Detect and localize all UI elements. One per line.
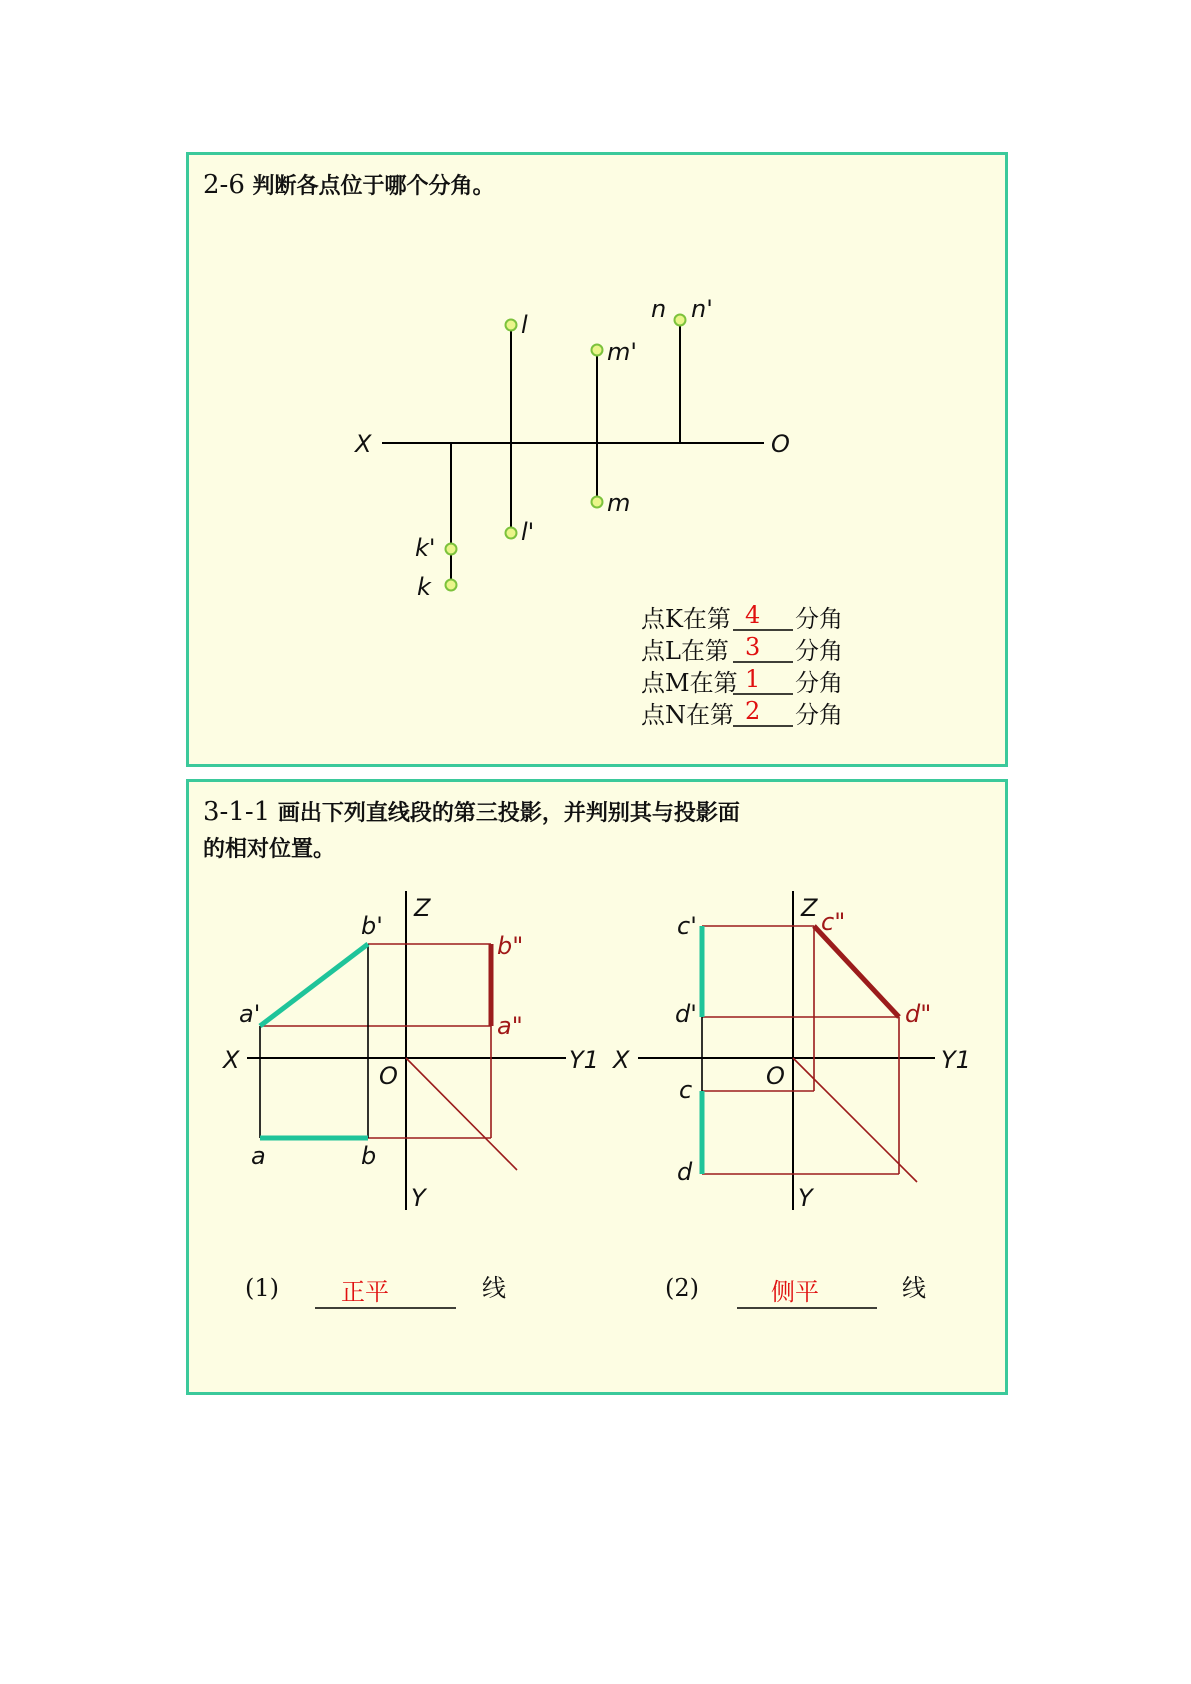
fig2-segment-c-dprime-d-dprime — [814, 926, 899, 1017]
answer-suffix: 分角 — [795, 605, 843, 633]
label-m: m — [607, 489, 631, 517]
caption-suffix: 线 — [902, 1274, 926, 1302]
figure-2-profile-line — [611, 891, 971, 1212]
point-m-prime — [592, 345, 603, 356]
problem-text: 判断各点位于哪个分角。 — [252, 174, 495, 199]
fig2-label-d-dprime: d" — [905, 1000, 932, 1028]
answer-suffix: 分角 — [795, 701, 843, 729]
fig2-label-c-prime: c' — [677, 912, 697, 940]
problem-3-1-1-panel — [186, 779, 1008, 1395]
fig1-label-x: X — [223, 1046, 240, 1074]
fig1-segment-a-prime-b-prime — [260, 944, 368, 1026]
answer-suffix: 分角 — [795, 637, 843, 665]
label-l-prime: l' — [521, 518, 535, 546]
caption-answer: 侧平 — [771, 1278, 819, 1306]
answer-prefix: 点K在第 — [641, 605, 731, 633]
problem-text: 画出下列直线段的第三投影，并判别其与投影面 — [277, 801, 740, 826]
fig1-label-b: b — [361, 1142, 377, 1170]
fig2-label-c-dprime: c" — [821, 908, 846, 936]
answer-value: 2 — [745, 697, 761, 725]
label-n: n — [651, 295, 667, 323]
answer-value: 1 — [745, 665, 761, 693]
point-k-prime — [446, 544, 457, 555]
caption-answer: 正平 — [341, 1278, 389, 1306]
label-x: X — [355, 430, 372, 458]
caption-2 — [665, 1274, 926, 1308]
fig2-label-c: c — [679, 1076, 693, 1104]
point-l — [506, 320, 517, 331]
fig1-label-a-dprime: a" — [497, 1012, 523, 1040]
projection-diagram-points — [189, 155, 1005, 764]
problem-3-1-1-title-line-2: 的相对位置。 — [203, 837, 336, 862]
fig1-label-a-prime: a' — [239, 1000, 261, 1028]
label-l: l — [521, 311, 528, 339]
label-m-prime: m' — [607, 338, 637, 366]
label-o: O — [771, 430, 790, 458]
answer-prefix: 点N在第 — [641, 701, 734, 729]
answer-row-m — [641, 665, 843, 697]
answer-list — [641, 601, 843, 729]
fig1-45-degree-line — [406, 1058, 517, 1170]
point-k — [446, 580, 457, 591]
point-l-prime — [506, 528, 517, 539]
answer-suffix: 分角 — [795, 669, 843, 697]
answer-row-l — [641, 633, 843, 665]
point-n-n-prime — [675, 315, 686, 326]
answer-row-n — [641, 697, 843, 729]
fig1-label-o: O — [379, 1062, 398, 1090]
answer-value: 3 — [745, 633, 761, 661]
caption-suffix: 线 — [482, 1274, 506, 1302]
fig1-label-y1: Y1 — [569, 1046, 599, 1074]
problem-2-6-panel — [186, 152, 1008, 767]
fig2-label-y: Y — [798, 1184, 813, 1212]
fig1-label-b-dprime: b" — [497, 932, 524, 960]
caption-1 — [245, 1274, 506, 1308]
answer-value: 4 — [745, 601, 761, 629]
figure-1-frontal-line — [221, 891, 599, 1212]
problem-number: 2-6 — [203, 170, 245, 200]
fig1-label-z: Z — [414, 894, 431, 922]
answer-prefix: 点L在第 — [641, 637, 729, 665]
fig2-label-o: O — [766, 1062, 785, 1090]
fig2-label-d-prime: d' — [675, 1000, 697, 1028]
fig2-label-x: X — [613, 1046, 630, 1074]
label-k-prime: k' — [415, 534, 436, 562]
fig2-label-z: Z — [801, 894, 818, 922]
caption-number: (1) — [245, 1274, 279, 1302]
fig2-label-y1: Y1 — [941, 1046, 971, 1074]
answer-row-k — [641, 601, 843, 633]
projection-diagrams-lines — [189, 782, 1005, 1392]
point-m — [592, 497, 603, 508]
caption-number: (2) — [665, 1274, 699, 1302]
fig1-label-b-prime: b' — [361, 912, 383, 940]
fig1-label-a: a — [251, 1142, 266, 1170]
answer-prefix: 点M在第 — [641, 669, 738, 697]
label-k: k — [417, 573, 431, 601]
fig2-label-d: d — [677, 1158, 693, 1186]
fig1-label-y: Y — [411, 1184, 426, 1212]
problem-number: 3-1-1 — [203, 797, 271, 827]
label-n-prime: n' — [691, 295, 713, 323]
